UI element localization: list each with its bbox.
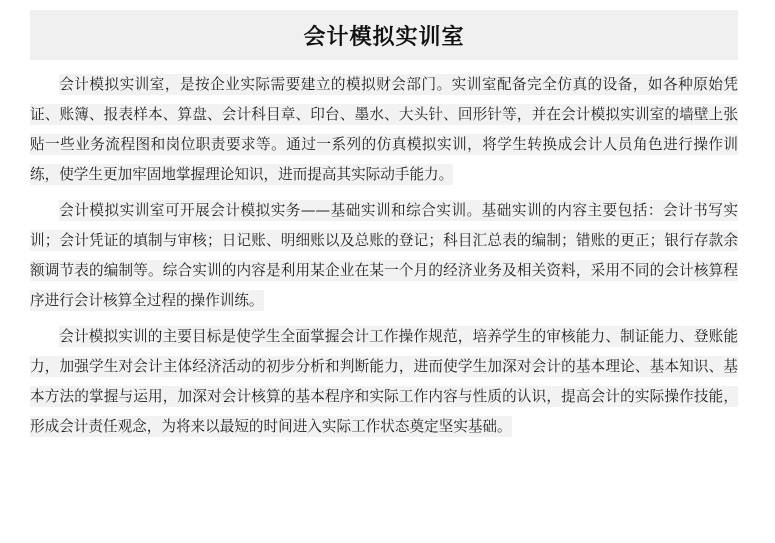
paragraph-3-text: 会计模拟实训的主要目标是使学生全面掌握会计工作操作规范，培养学生的审核能力、制证能力、登账能力，加强学生对会计主体经济活动的初步分析和判断能力，进而使学生加深对会计的基本理论、基本知识、基本方法的掌握与运用，加深对会计核算的基本程序和实际工作内容与性质的认识，提高会计的实际操作技能，形成会计责任观念，为将来以最短的时间进入实际工作状态奠定坚实基础。 <box>30 328 738 435</box>
paragraph-2 <box>30 196 738 316</box>
paragraph-1 <box>30 70 738 190</box>
paragraph-2-text: 会计模拟实训室可开展会计模拟实务——基础实训和综合实训。基础实训的内容主要包括：会计书写实训；会计凭证的填制与审核；日记账、明细账以及总账的登记；科目汇总表的编制；错账的更正；银行存款余额调节表的编制等。综合实训的内容是利用某企业在某一个月的经济业务及相关资料，采用不同的会计核算程序进行会计核算全过程的操作训练。 <box>30 202 738 309</box>
paragraph-3 <box>30 322 738 442</box>
document-page <box>30 10 738 448</box>
page-title: 会计模拟实训室 <box>303 23 465 50</box>
title-bar <box>30 10 738 60</box>
paragraph-1-text: 会计模拟实训室，是按企业实际需要建立的模拟财会部门。实训室配备完全仿真的设备，如各种原始凭证、账簿、报表样本、算盘、会计科目章、印台、墨水、大头针、回形针等，并在会计模拟实训室的墙壁上张贴一些业务流程图和岗位职责要求等。通过一系列的仿真模拟实训，将学生转换成会计人员角色进行操作训练，使学生更加牢固地掌握理论知识，进而提高其实际动手能力。 <box>30 76 738 183</box>
